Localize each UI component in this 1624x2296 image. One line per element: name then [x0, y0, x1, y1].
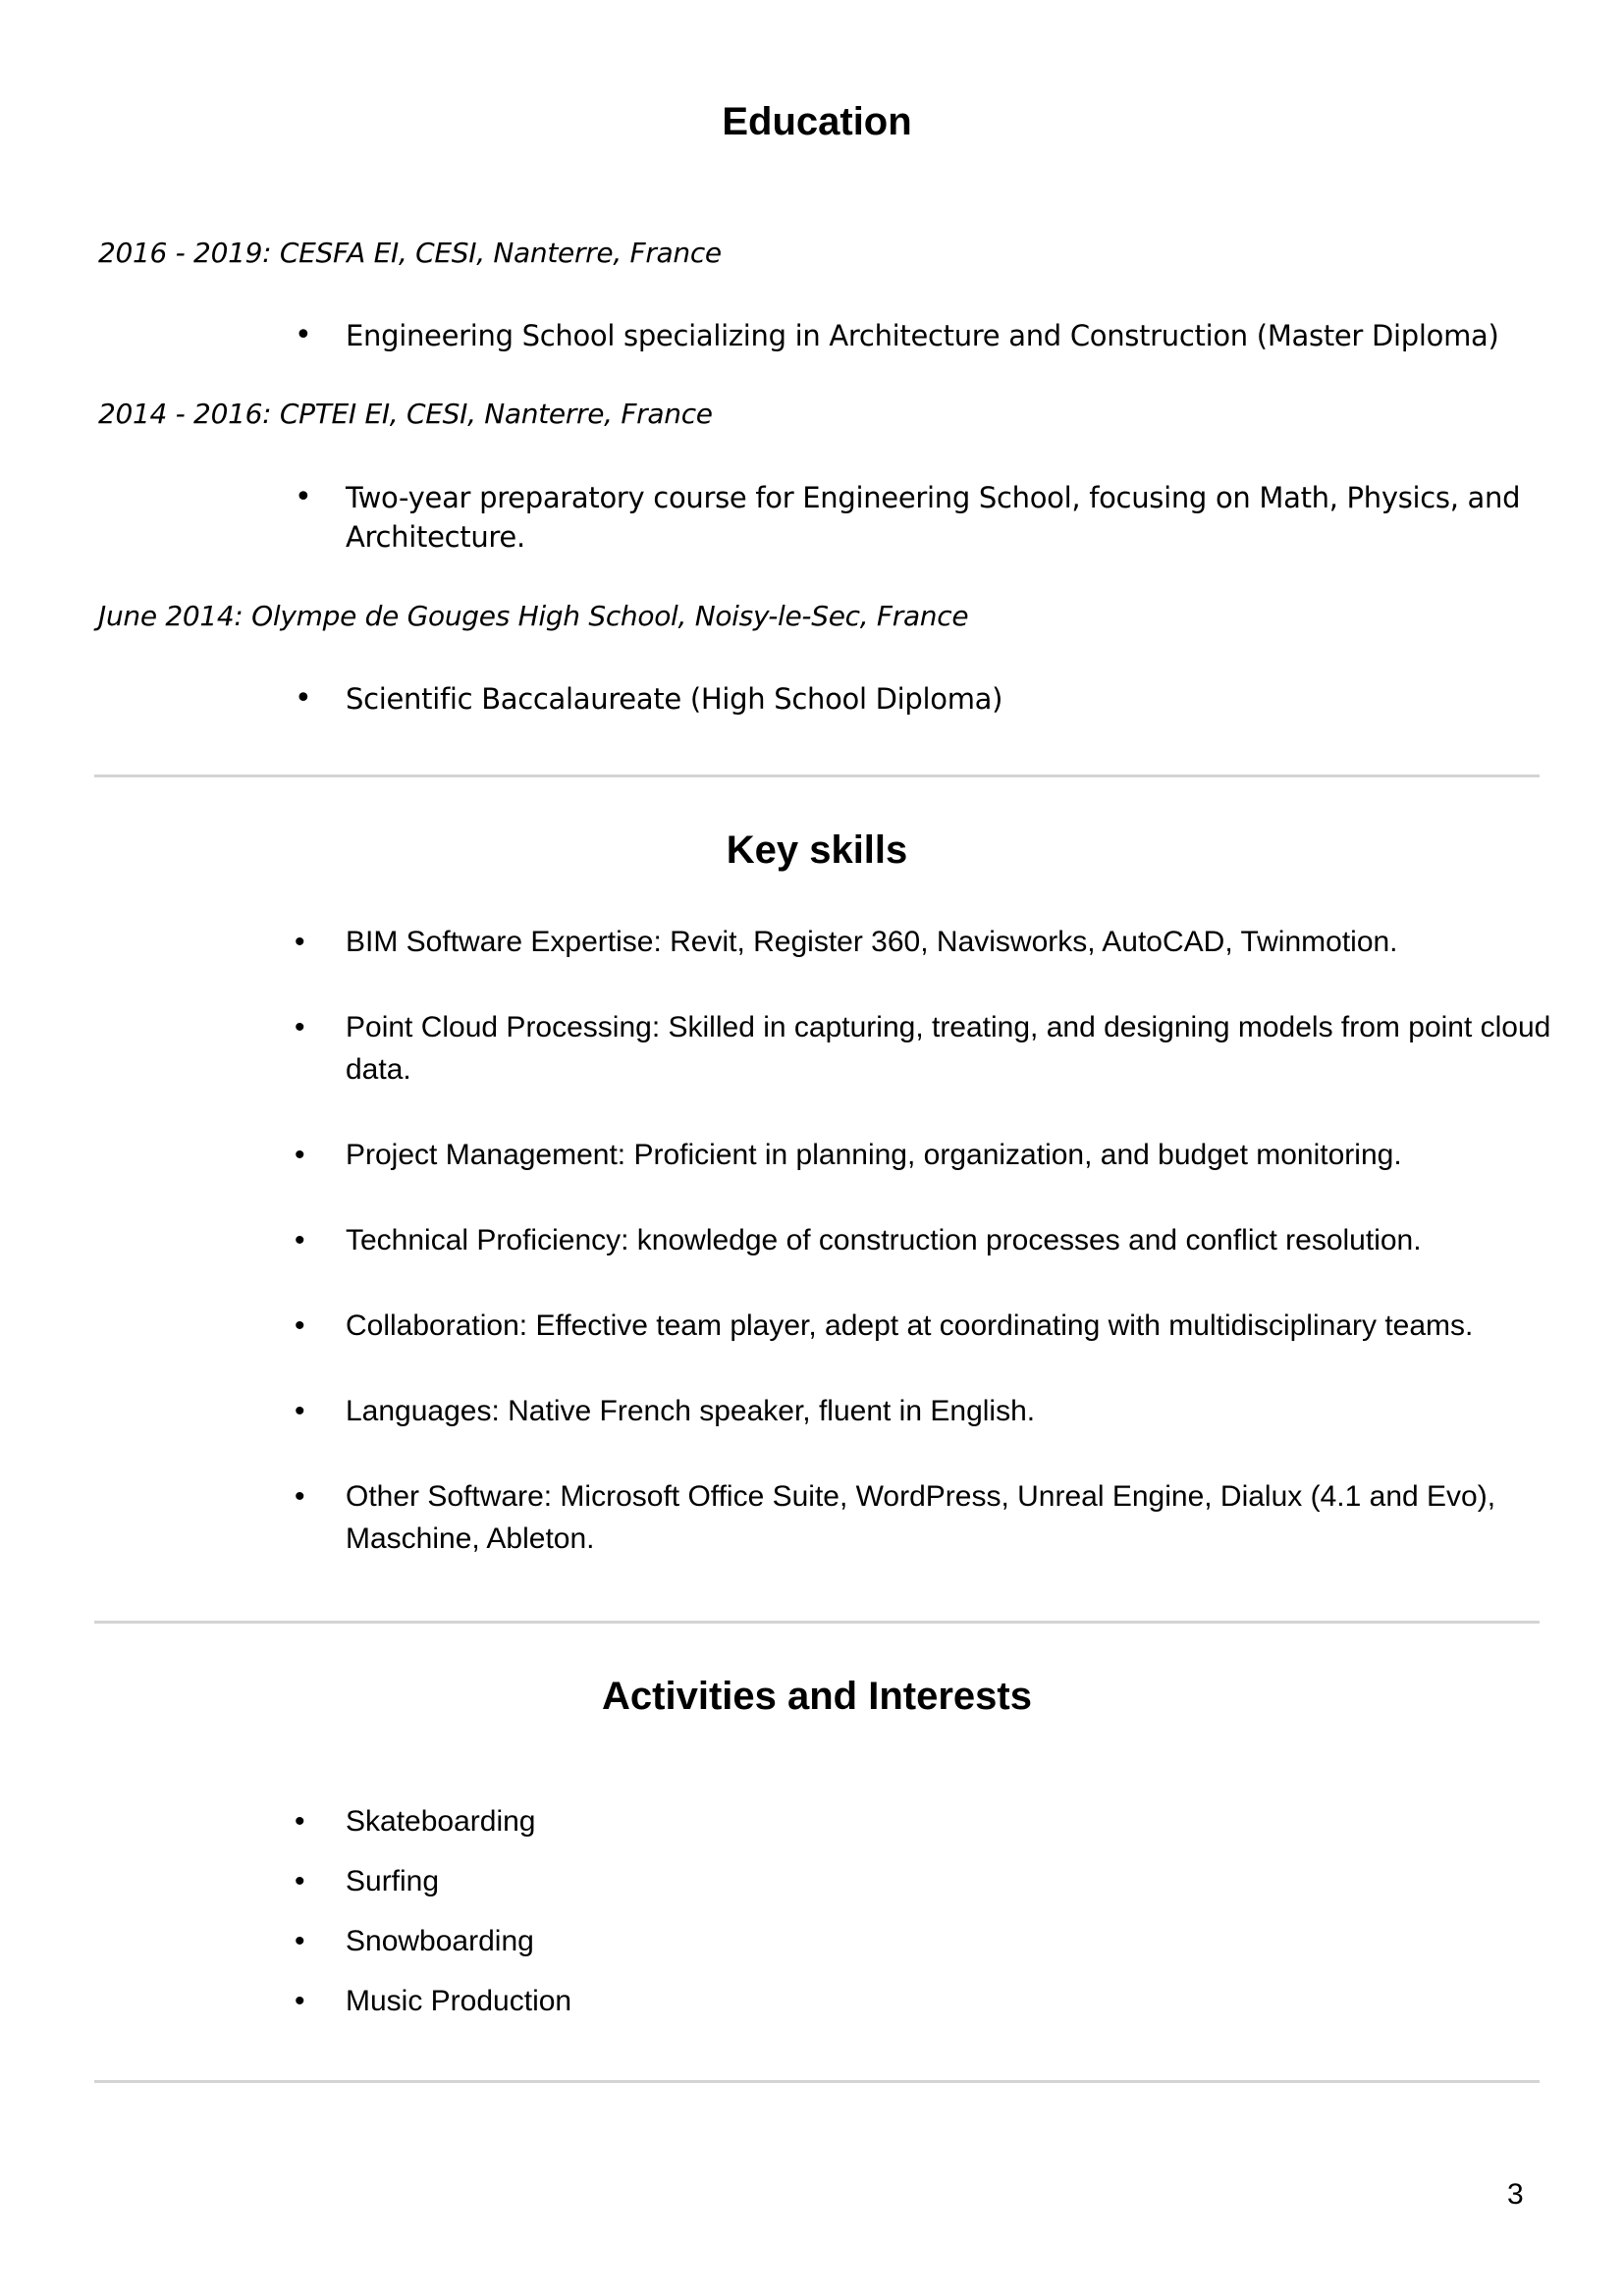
activity-item-surfing	[295, 1860, 1553, 1902]
skill-item-collaboration	[295, 1305, 1553, 1347]
section-divider	[94, 2080, 1540, 2083]
skill-item-other-software	[295, 1475, 1553, 1560]
bullet-text: Other Software: Microsoft Office Suite, WordPress, Unreal Engine, Dialux (4.1 and Evo), Maschine, Ableton.	[346, 1480, 1496, 1555]
education-entry-3-bullet	[295, 679, 1553, 719]
education-entry-1-date: 2016 - 2019: CESFA EI, CESI, Nanterre, France	[98, 237, 722, 269]
education-entry-3-date: June 2014: Olympe de Gouges High School, Noisy-le-Sec, France	[98, 600, 969, 632]
bullet-icon: •	[295, 480, 312, 514]
bullet-icon: •	[295, 926, 305, 958]
bullet-icon: •	[295, 1011, 305, 1043]
bullet-text: Engineering School specializing in Architecture and Construction (Master Diploma)	[346, 319, 1499, 352]
bullet-icon: •	[295, 1395, 305, 1427]
bullet-text: BIM Software Expertise: Revit, Register 360, Navisworks, AutoCAD, Twinmotion.	[346, 926, 1398, 958]
bullet-text: Collaboration: Effective team player, adept at coordinating with multidisciplinary teams.	[346, 1309, 1474, 1342]
bullet-text: Music Production	[346, 1985, 572, 2017]
section-divider	[94, 1621, 1540, 1624]
bullet-icon: •	[295, 1309, 305, 1342]
page-number: 3	[1507, 2178, 1524, 2211]
bullet-text: Languages: Native French speaker, fluent in English.	[346, 1395, 1036, 1427]
bullet-icon: •	[295, 1480, 305, 1513]
activity-item-music-production	[295, 1980, 1553, 2022]
skill-item-bim	[295, 921, 1553, 963]
bullet-icon: •	[295, 318, 312, 352]
activity-item-skateboarding	[295, 1800, 1553, 1842]
bullet-text: Skateboarding	[346, 1805, 536, 1838]
bullet-icon: •	[295, 681, 312, 716]
bullet-icon: •	[295, 1985, 305, 2017]
bullet-icon: •	[295, 1925, 305, 1957]
bullet-text: Snowboarding	[346, 1925, 534, 1957]
education-entry-2-date: 2014 - 2016: CPTEI EI, CESI, Nanterre, France	[98, 398, 713, 430]
education-entry-1-bullet	[295, 316, 1553, 355]
bullet-icon: •	[295, 1805, 305, 1838]
activity-item-snowboarding	[295, 1920, 1553, 1962]
bullet-icon: •	[295, 1224, 305, 1256]
skill-item-project-management	[295, 1134, 1553, 1176]
skill-item-technical	[295, 1219, 1553, 1261]
bullet-text: Technical Proficiency: knowledge of construction processes and conflict resolution.	[346, 1224, 1422, 1256]
skill-item-point-cloud	[295, 1006, 1553, 1091]
bullet-text: Surfing	[346, 1865, 440, 1897]
key-skills-heading: Key skills	[726, 828, 908, 872]
bullet-text: Point Cloud Processing: Skilled in capturing, treating, and designing models from point cloud data.	[346, 1011, 1551, 1086]
bullet-text: Scientific Baccalaureate (High School Diploma)	[346, 682, 1003, 716]
education-heading: Education	[722, 100, 912, 143]
skill-item-languages	[295, 1390, 1553, 1432]
activities-heading: Activities and Interests	[602, 1675, 1032, 1718]
education-entry-2-bullet	[295, 478, 1553, 557]
bullet-icon: •	[295, 1139, 305, 1171]
bullet-text: Two-year preparatory course for Engineering School, focusing on Math, Physics, and Architecture.	[346, 481, 1521, 554]
bullet-text: Project Management: Proficient in planning, organization, and budget monitoring.	[346, 1139, 1402, 1171]
section-divider	[94, 774, 1540, 777]
bullet-icon: •	[295, 1865, 305, 1897]
